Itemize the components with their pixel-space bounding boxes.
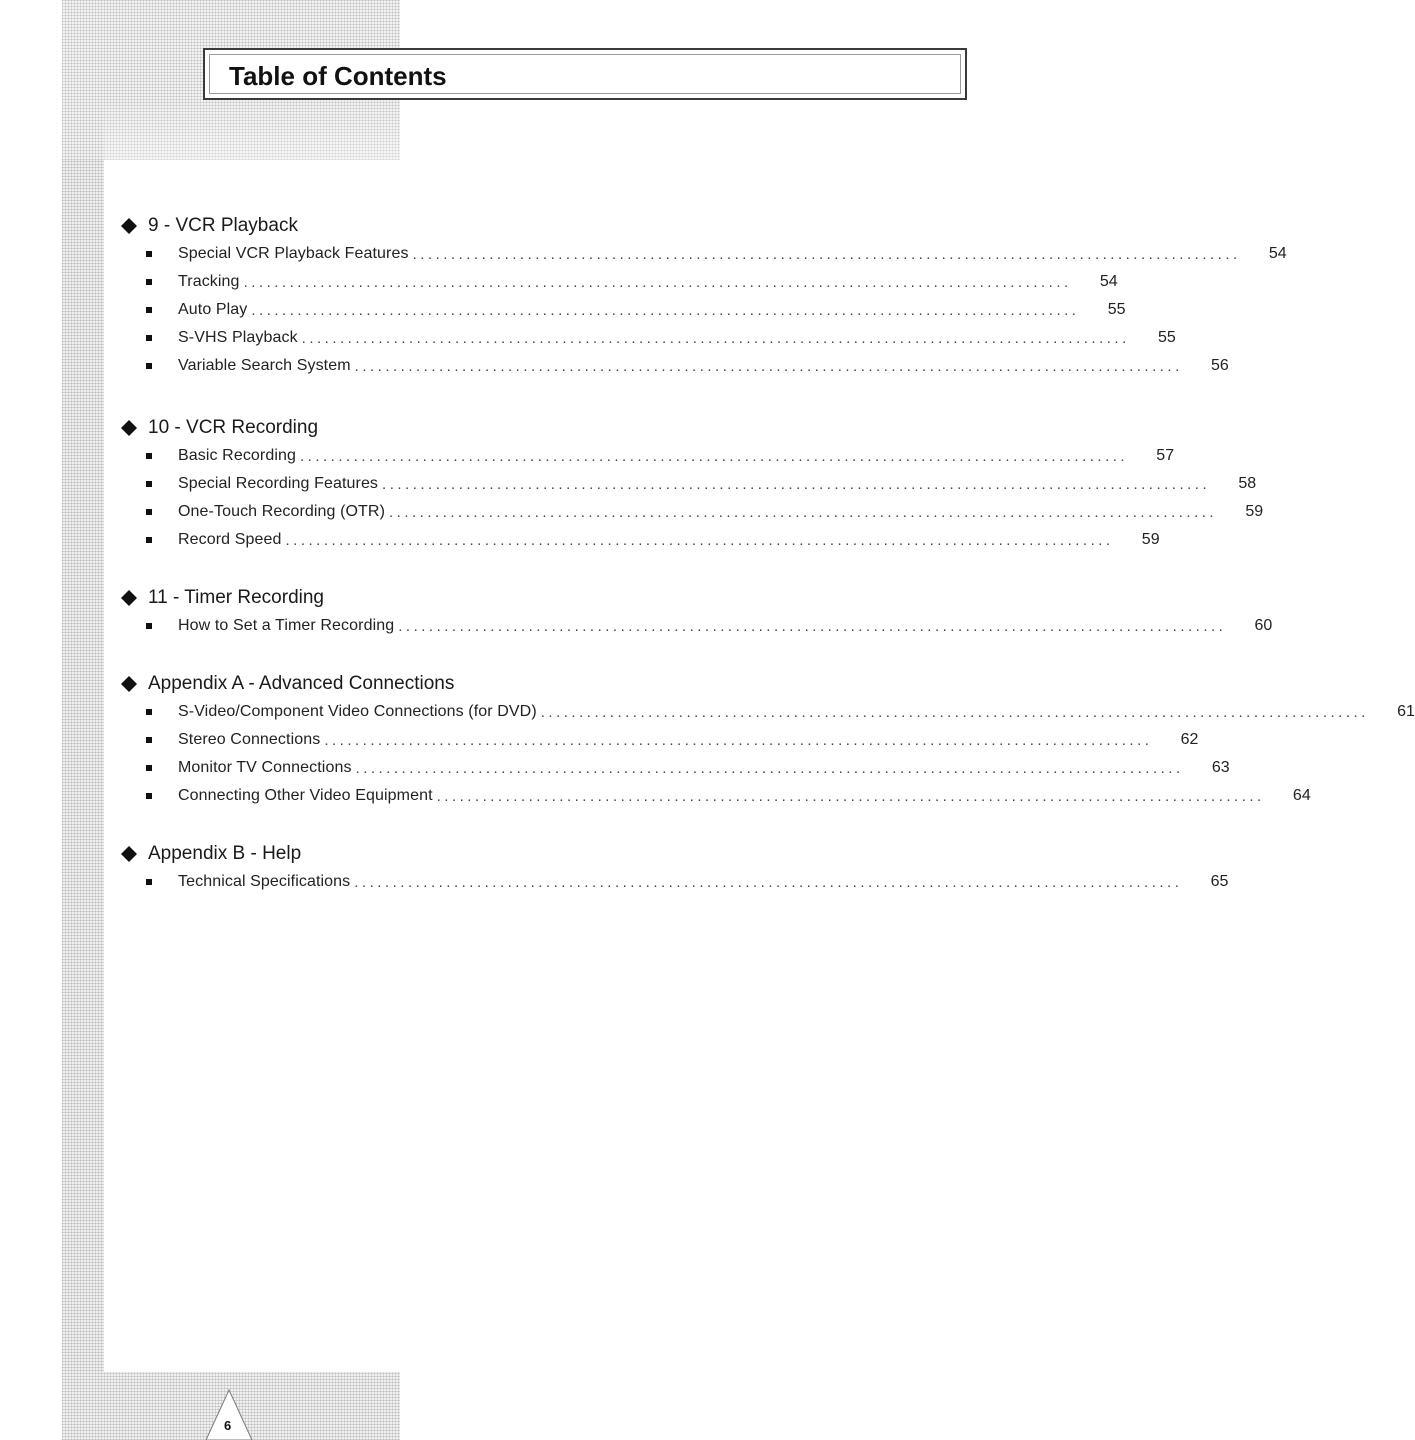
section-heading[interactable] xyxy=(118,414,858,442)
square-bullet-icon xyxy=(146,307,152,313)
toc-entry[interactable] xyxy=(118,498,1264,526)
square-bullet-icon xyxy=(146,623,152,629)
square-bullet-icon xyxy=(146,537,152,543)
toc-entry-title: Variable Search System xyxy=(178,357,351,374)
toc-entry-title: Special Recording Features xyxy=(178,475,379,492)
dot-leader: ............................................................................................................ xyxy=(300,447,1129,465)
toc-entry-title: S-VHS Playback xyxy=(178,329,298,346)
toc-entry-title: Record Speed xyxy=(178,531,282,548)
diamond-bullet-icon xyxy=(120,845,138,863)
toc-entry[interactable] xyxy=(118,868,1229,896)
dot-leader: ............................................................................................................ xyxy=(355,759,1184,777)
section-heading-text: 9 - VCR Playback xyxy=(148,215,298,236)
section-heading[interactable] xyxy=(118,212,858,240)
section-heading[interactable] xyxy=(118,584,858,612)
toc-entry-title: S-Video/Component Video Connections (for DVD) xyxy=(178,703,537,720)
toc-entry-page: 55 xyxy=(1107,301,1126,318)
toc-entry[interactable] xyxy=(118,470,1257,498)
section-heading-text: 10 - VCR Recording xyxy=(148,417,319,438)
section-heading-text: Appendix B - Help xyxy=(148,843,302,864)
dot-leader: ............................................................................................................ xyxy=(412,245,1241,263)
section-spacer xyxy=(118,380,858,414)
square-bullet-icon xyxy=(146,481,152,487)
toc-entry-page: 57 xyxy=(1156,447,1175,464)
header-pattern-fade xyxy=(104,100,400,160)
toc-entry[interactable] xyxy=(118,698,1415,726)
toc-entry-page: 54 xyxy=(1099,273,1118,290)
dot-leader: ............................................................................................................ xyxy=(436,787,1265,805)
dot-leader: ............................................................................................................ xyxy=(324,731,1153,749)
toc-entry[interactable] xyxy=(118,324,1176,352)
toc-entry[interactable] xyxy=(118,296,1126,324)
toc-entry[interactable] xyxy=(118,726,1199,754)
toc-entry-title: Stereo Connections xyxy=(178,731,321,748)
section-spacer xyxy=(118,810,858,840)
square-bullet-icon xyxy=(146,453,152,459)
toc-entry-page: 65 xyxy=(1210,873,1229,890)
square-bullet-icon xyxy=(146,765,152,771)
toc-entry-page: 61 xyxy=(1397,703,1415,720)
toc-entry-title: Special VCR Playback Features xyxy=(178,245,409,262)
toc-entry-page: 60 xyxy=(1254,617,1273,634)
toc-entry-title: Auto Play xyxy=(178,301,248,318)
section-heading[interactable] xyxy=(118,840,858,868)
dot-leader: ............................................................................................................ xyxy=(251,301,1080,319)
dot-leader: ............................................................................................................ xyxy=(382,475,1211,493)
square-bullet-icon xyxy=(146,251,152,257)
dot-leader: ............................................................................................................ xyxy=(285,531,1114,549)
diamond-bullet-icon xyxy=(120,589,138,607)
dot-leader: ............................................................................................................ xyxy=(398,617,1227,635)
toc-entry-page: 59 xyxy=(1141,531,1160,548)
page-title: Table of Contents xyxy=(229,61,447,91)
square-bullet-icon xyxy=(146,279,152,285)
toc-section-vcr-recording xyxy=(118,414,1264,554)
toc-entry-title: How to Set a Timer Recording xyxy=(178,617,395,634)
square-bullet-icon xyxy=(146,879,152,885)
square-bullet-icon xyxy=(146,793,152,799)
toc-entry-page: 62 xyxy=(1180,731,1199,748)
diamond-bullet-icon xyxy=(120,419,138,437)
title-box xyxy=(203,48,967,100)
dot-leader: ............................................................................................................ xyxy=(354,873,1183,891)
toc-entry-title: Technical Specifications xyxy=(178,873,351,890)
section-heading[interactable] xyxy=(118,670,858,698)
table-of-contents xyxy=(118,212,1415,896)
toc-entry[interactable] xyxy=(118,754,1230,782)
section-spacer xyxy=(118,554,858,584)
section-spacer xyxy=(118,640,858,670)
page-number: 6 xyxy=(224,1418,232,1433)
toc-entry[interactable] xyxy=(118,442,1175,470)
toc-entry-title: Basic Recording xyxy=(178,447,296,464)
diamond-bullet-icon xyxy=(120,675,138,693)
left-margin-pattern xyxy=(62,0,104,1440)
toc-section-appendix-a xyxy=(118,670,1415,810)
toc-entry-title: Connecting Other Video Equipment xyxy=(178,787,433,804)
square-bullet-icon xyxy=(146,335,152,341)
toc-entry[interactable] xyxy=(118,240,1287,268)
dot-leader: ............................................................................................................ xyxy=(540,703,1369,721)
section-heading-text: Appendix A - Advanced Connections xyxy=(148,673,455,694)
toc-entry[interactable] xyxy=(118,526,1160,554)
dot-leader: ............................................................................................................ xyxy=(301,329,1130,347)
dot-leader: ............................................................................................................ xyxy=(243,273,1072,291)
toc-entry-title: Monitor TV Connections xyxy=(178,759,352,776)
toc-section-appendix-b xyxy=(118,840,1229,896)
dot-leader: ............................................................................................................ xyxy=(354,357,1183,375)
toc-entry-page: 54 xyxy=(1268,245,1287,262)
toc-entry[interactable] xyxy=(118,352,1229,380)
square-bullet-icon xyxy=(146,509,152,515)
toc-entry-page: 59 xyxy=(1245,503,1264,520)
dot-leader: ............................................................................................................ xyxy=(389,503,1218,521)
toc-entry[interactable] xyxy=(118,268,1118,296)
toc-section-vcr-playback xyxy=(118,212,1287,380)
square-bullet-icon xyxy=(146,737,152,743)
toc-entry-page: 58 xyxy=(1238,475,1257,492)
toc-entry-page: 64 xyxy=(1292,787,1311,804)
toc-entry-title: One-Touch Recording (OTR) xyxy=(178,503,386,520)
toc-entry[interactable] xyxy=(118,612,1273,640)
section-heading-text: 11 - Timer Recording xyxy=(148,587,324,608)
toc-entry-page: 56 xyxy=(1210,357,1229,374)
toc-section-timer-recording xyxy=(118,584,1273,640)
toc-entry-page: 55 xyxy=(1157,329,1176,346)
toc-entry-page: 63 xyxy=(1211,759,1230,776)
square-bullet-icon xyxy=(146,363,152,369)
square-bullet-icon xyxy=(146,709,152,715)
toc-entry-title: Tracking xyxy=(178,273,240,290)
diamond-bullet-icon xyxy=(120,217,138,235)
toc-entry[interactable] xyxy=(118,782,1311,810)
